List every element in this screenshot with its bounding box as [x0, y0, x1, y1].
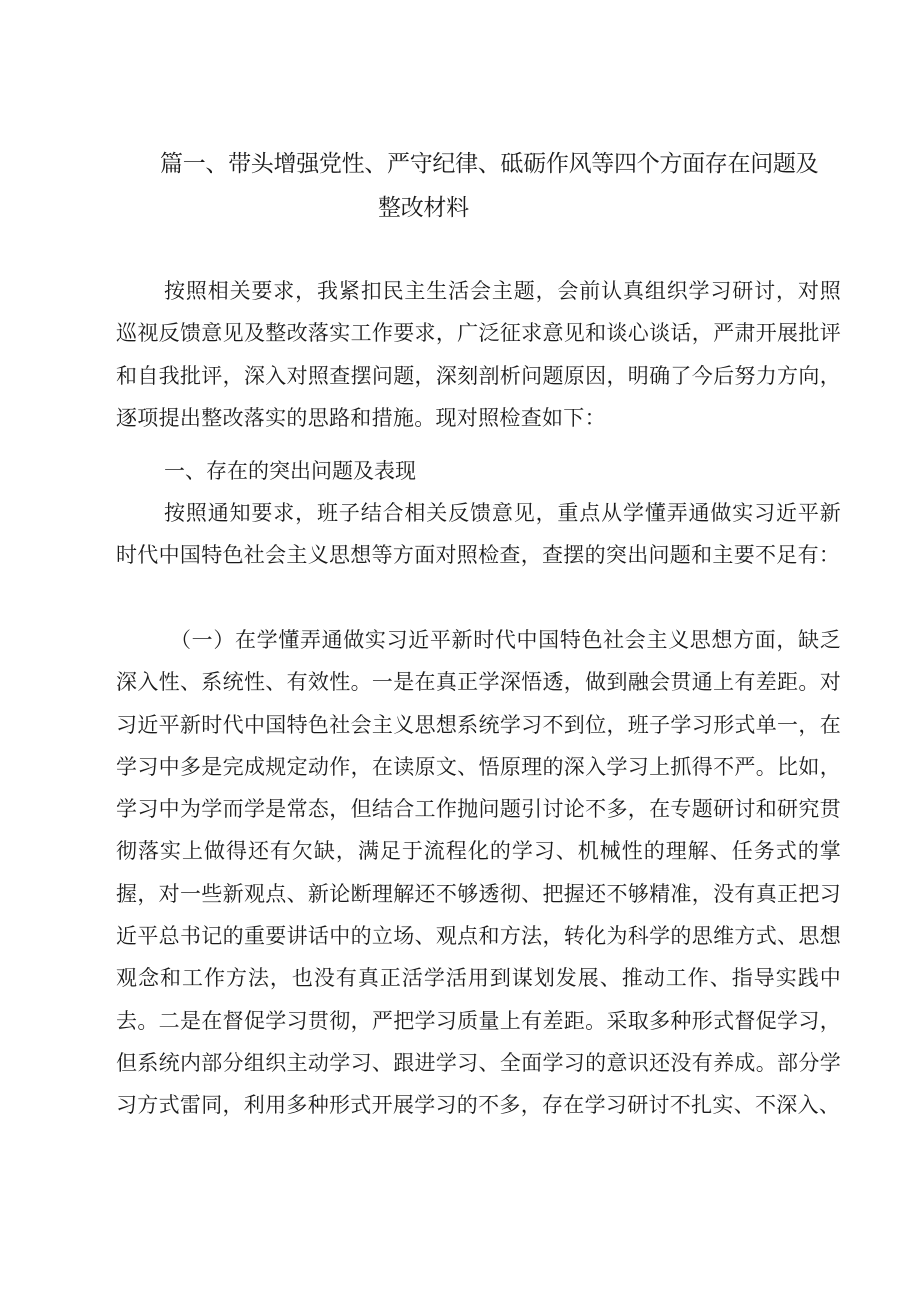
- title-line-2: 整改材料: [378, 195, 469, 221]
- issue-paragraph-1: （一）在学懂弄通做实习近平新时代中国特色社会主义思想方面，缺乏深入性、系统性、有效性。一是在真正学深悟透，做到融会贯通上有差距。对习近平新时代中国特色社会主义思想系统学习不到位，班子学习形式单一，在学习中多是完成规定动作，在读原文、悟原理的深入学习上抓得不严。比如，学习中为学而学是常态，但结合工作抛问题引讨论不多，在专题研讨和研究贯彻落实上做得还有欠缺，满足于流程化的学习、机械性的理解、任务式的掌握，对一些新观点、新论断理解还不够透彻、把握还不够精准，没有真正把习近平总书记的重要讲话中的立场、观点和方法，转化为科学的思维方式、思想观念和工作方法，也没有真正活学活用到谋划发展、推动工作、指导实践中去。二是在督促学习贯彻，严把学习质量上有差距。采取多种形式督促学习，但系统内部分组织主动学习、跟进学习、全面学习的意识还没有养成。部分学习方式雷同，利用多种形式开展学习的不多，存在学习研讨不扎实、不深入、: [116, 628, 841, 1118]
- section-intro-paragraph: 按照通知要求，班子结合相关反馈意见，重点从学懂弄通做实习近平新时代中国特色社会主义思想等方面对照检查，查摆的突出问题和主要不足有：: [116, 501, 841, 568]
- intro-paragraph: 按照相关要求，我紧扣民主生活会主题，会前认真组织学习研讨，对照巡视反馈意见及整改落实工作要求，广泛征求意见和谈心谈话，严肃开展批评和自我批评，深入对照查摆问题，深刻剖析问题原因，明确了今后努力方向，逐项提出整改落实的思路和措施。现对照检查如下：: [116, 279, 841, 430]
- document-title: [160, 142, 860, 230]
- title-line-1: 篇一、带头增强党性、严守纪律、砥砺作风等四个方面存在问题及: [160, 151, 819, 177]
- section-heading: 一、存在的突出问题及表现: [164, 459, 416, 483]
